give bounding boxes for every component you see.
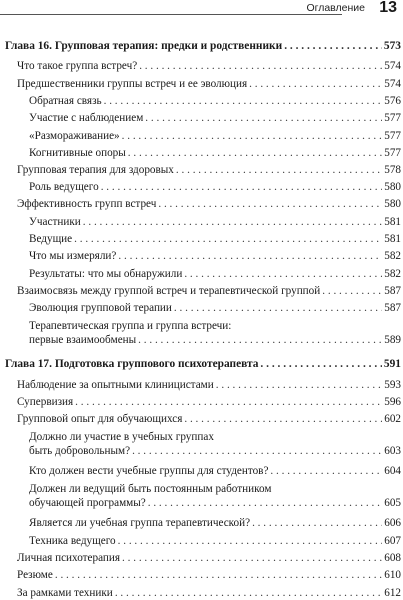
toc-entry-page: 587 <box>384 285 401 297</box>
toc-entry-page: 580 <box>384 198 401 210</box>
toc-entry-title: Что мы измеряли? <box>29 250 117 262</box>
toc-entry-page: 574 <box>384 60 401 72</box>
toc-entry-page: 608 <box>384 552 401 564</box>
dot-leader <box>216 379 382 391</box>
dot-leader <box>74 233 382 245</box>
dot-leader <box>176 164 382 176</box>
toc-entry-page: 591 <box>383 358 401 370</box>
dot-leader <box>139 60 382 72</box>
toc-entry-title: Личная психотерапия <box>17 552 121 564</box>
dot-leader <box>122 552 382 564</box>
toc-entry-page: 605 <box>384 497 401 509</box>
toc-entry-title: Глава 16. Групповая терапия: предки и родственники <box>5 40 283 52</box>
dot-leader <box>104 95 383 107</box>
toc-entry-title: Когнитивные опоры <box>29 147 126 159</box>
dot-leader <box>145 112 382 124</box>
toc-entry-title: Ведущие <box>29 233 73 245</box>
dot-leader <box>148 497 382 509</box>
header-rule <box>0 14 342 15</box>
toc-entry-title-line1: Должно ли участие в учебных группах <box>29 431 214 443</box>
dot-leader <box>132 445 382 457</box>
running-header <box>0 0 403 20</box>
dot-leader <box>322 285 382 297</box>
toc-entry-page: 607 <box>384 535 401 547</box>
toc-entry-page: 577 <box>384 130 401 142</box>
toc-entry-title: Супервизия <box>17 396 74 408</box>
dot-leader <box>249 78 382 90</box>
toc-entry-page: 578 <box>384 164 401 176</box>
running-header-title: Оглавление <box>306 2 365 14</box>
toc-entry-title: Кто должен вести учебные группы для студентов? <box>29 465 269 477</box>
toc-entry-page: 587 <box>384 302 401 314</box>
dot-leader <box>158 198 382 210</box>
toc-entry-title: Роль ведущего <box>29 181 99 193</box>
toc-entry-page: 577 <box>384 147 401 159</box>
dot-leader <box>122 130 383 142</box>
toc-entry-title: Обратная связь <box>29 95 102 107</box>
toc-entry-title-line1: Должен ли ведущий быть постоянным работником <box>29 483 272 495</box>
toc-entry-title: «Размораживание» <box>29 130 120 142</box>
toc-entry-page: 582 <box>384 250 401 262</box>
toc-entry-title: Результаты: что мы обнаружили <box>29 268 183 280</box>
toc-entry-page: 589 <box>384 334 401 346</box>
toc-entry-page: 580 <box>384 181 401 193</box>
dot-leader <box>138 334 382 346</box>
toc-entry-title: Эффективность групп встреч <box>17 198 157 210</box>
dot-leader <box>260 358 381 370</box>
toc-entry-title: Групповой опыт для обучающихся <box>17 413 183 425</box>
toc-entry-page: 581 <box>384 233 401 245</box>
toc-entry-title: Эволюция групповой терапии <box>29 302 172 314</box>
toc-entry-page: 610 <box>384 569 401 581</box>
toc-entry-title: Наблюдение за опытными клиницистами <box>17 379 214 391</box>
toc-entry-title: Участники <box>29 216 81 228</box>
dot-leader <box>184 268 382 280</box>
toc-entry-page: 573 <box>383 40 401 52</box>
toc-entry-page: 606 <box>384 517 401 529</box>
toc-entry-title-line1: Терапевтическая группа и группа встречи: <box>29 320 232 332</box>
dot-leader <box>101 181 383 193</box>
dot-leader <box>252 517 382 529</box>
toc-entry-page: 596 <box>384 396 401 408</box>
dot-leader <box>174 302 382 314</box>
toc-entry-title: Что такое группа встреч? <box>17 60 138 72</box>
toc-entry-title: Участие с наблюдением <box>29 112 144 124</box>
dot-leader <box>75 396 382 408</box>
toc-entry-page: 604 <box>384 465 401 477</box>
toc-entry-page: 582 <box>384 268 401 280</box>
toc-entry-title: Является ли учебная группа терапевтической? <box>29 517 251 529</box>
dot-leader <box>55 569 382 581</box>
toc-entry-title: быть добровольным? <box>29 445 131 457</box>
toc-entry-page: 593 <box>384 379 401 391</box>
toc-entry-page: 576 <box>384 95 401 107</box>
dot-leader <box>128 147 382 159</box>
toc-entry-title: Групповая терапия для здоровых <box>17 164 174 176</box>
toc-entry-title: Взаимосвязь между группой встреч и терапевтической группой <box>17 285 321 297</box>
toc-entry-page: 577 <box>384 112 401 124</box>
toc-entry-title: первые взаимообмены <box>29 334 137 346</box>
toc-entry-page: 574 <box>384 78 401 90</box>
toc-entry-page: 602 <box>384 413 401 425</box>
dot-leader <box>184 413 382 425</box>
toc-entry-title: Глава 17. Подготовка группового психотерапевта <box>5 358 259 370</box>
toc-entry-title: Резюме <box>17 569 53 581</box>
toc-entry-title: обучающей программы? <box>29 497 146 509</box>
page-number: 13 <box>379 0 397 16</box>
dot-leader <box>270 465 382 477</box>
dot-leader <box>284 40 382 52</box>
toc-entry-page: 612 <box>384 587 401 599</box>
toc-entry-page: 581 <box>384 216 401 228</box>
dot-leader <box>83 216 382 228</box>
toc-entry-title: За рамками техники <box>17 587 113 599</box>
toc-entry-title: Предшественники группы встреч и ее эволюция <box>17 78 248 90</box>
dot-leader <box>118 250 382 262</box>
dot-leader <box>118 535 383 547</box>
dot-leader <box>115 587 382 599</box>
toc-entry-page: 603 <box>384 445 401 457</box>
toc-entry-title: Техника ведущего <box>29 535 116 547</box>
